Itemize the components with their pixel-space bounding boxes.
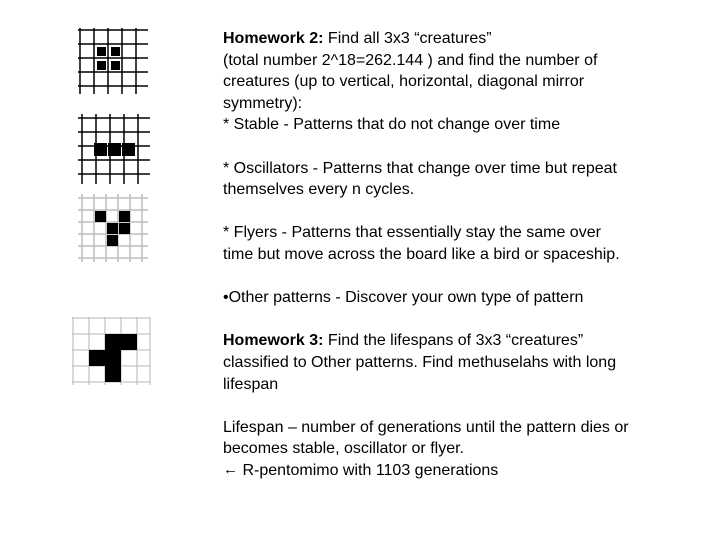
stable-block-grid <box>78 28 154 96</box>
stable-description: * Stable - Patterns that do not change over time <box>223 116 561 134</box>
live-cell <box>107 235 118 246</box>
live-cell <box>111 61 120 70</box>
homework2-title-line <box>223 28 703 50</box>
live-cell <box>119 211 130 222</box>
homework2-line4: symmetry): <box>223 94 303 112</box>
live-cell <box>108 143 121 156</box>
flyers-line2: time but move across the board like a bird or spaceship. <box>223 245 620 263</box>
homework2-heading: Homework 2: <box>223 30 324 47</box>
live-cell <box>105 350 121 366</box>
live-cell <box>105 334 121 350</box>
homework3-title-line <box>223 330 703 352</box>
live-cell <box>121 334 137 350</box>
live-cell <box>97 61 106 70</box>
other-patterns: •Other patterns - Discover your own type of pattern <box>223 289 584 307</box>
blinker-svg <box>78 114 154 186</box>
r-pentomino-svg <box>72 317 154 387</box>
lifespan-line2: becomes stable, oscillator or flyer. <box>223 440 464 458</box>
homework2-intro: Find all 3x3 “creatures” <box>327 30 492 47</box>
r-pentomino-grid <box>72 317 154 387</box>
r-pentomino-note: R-pentomimo with 1103 generations <box>238 461 499 479</box>
live-cell <box>111 47 120 56</box>
oscillators-line2: themselves every n cycles. <box>223 181 415 199</box>
live-cell <box>94 143 107 156</box>
homework3-line1: Find the lifespans of 3x3 “creatures” <box>327 332 584 350</box>
homework2-block <box>223 28 703 481</box>
homework3-line2: classified to Other patterns. Find methuselahs with long <box>223 353 617 371</box>
lifespan-line1: Lifespan – number of generations until the pattern dies or <box>223 418 629 436</box>
homework2-line3: creatures (up to vertical, horizontal, diagonal mirror <box>223 73 585 91</box>
lifespan-line3 <box>223 460 703 482</box>
live-cell <box>107 223 118 234</box>
flyers-line1: * Flyers - Patterns that essentially stay the same over <box>223 224 601 242</box>
left-arrow-icon: ← <box>223 460 238 478</box>
homework3-heading: Homework 3: <box>223 332 324 350</box>
glider-svg <box>78 194 150 264</box>
stable-block-svg <box>78 28 154 96</box>
live-cell <box>119 223 130 234</box>
live-cell <box>97 47 106 56</box>
blinker-oscillator-grid <box>78 114 154 186</box>
live-cell <box>105 366 121 382</box>
glider-flyer-grid <box>78 194 150 264</box>
live-cell <box>122 143 135 156</box>
homework3-line3: lifespan <box>223 375 279 393</box>
homework2-line2: (total number 2^18=262.144 ) and find the number of <box>223 51 598 69</box>
live-cell <box>95 211 106 222</box>
oscillators-line1: * Oscillators - Patterns that change over time but repeat <box>223 159 617 177</box>
live-cell <box>89 350 105 366</box>
